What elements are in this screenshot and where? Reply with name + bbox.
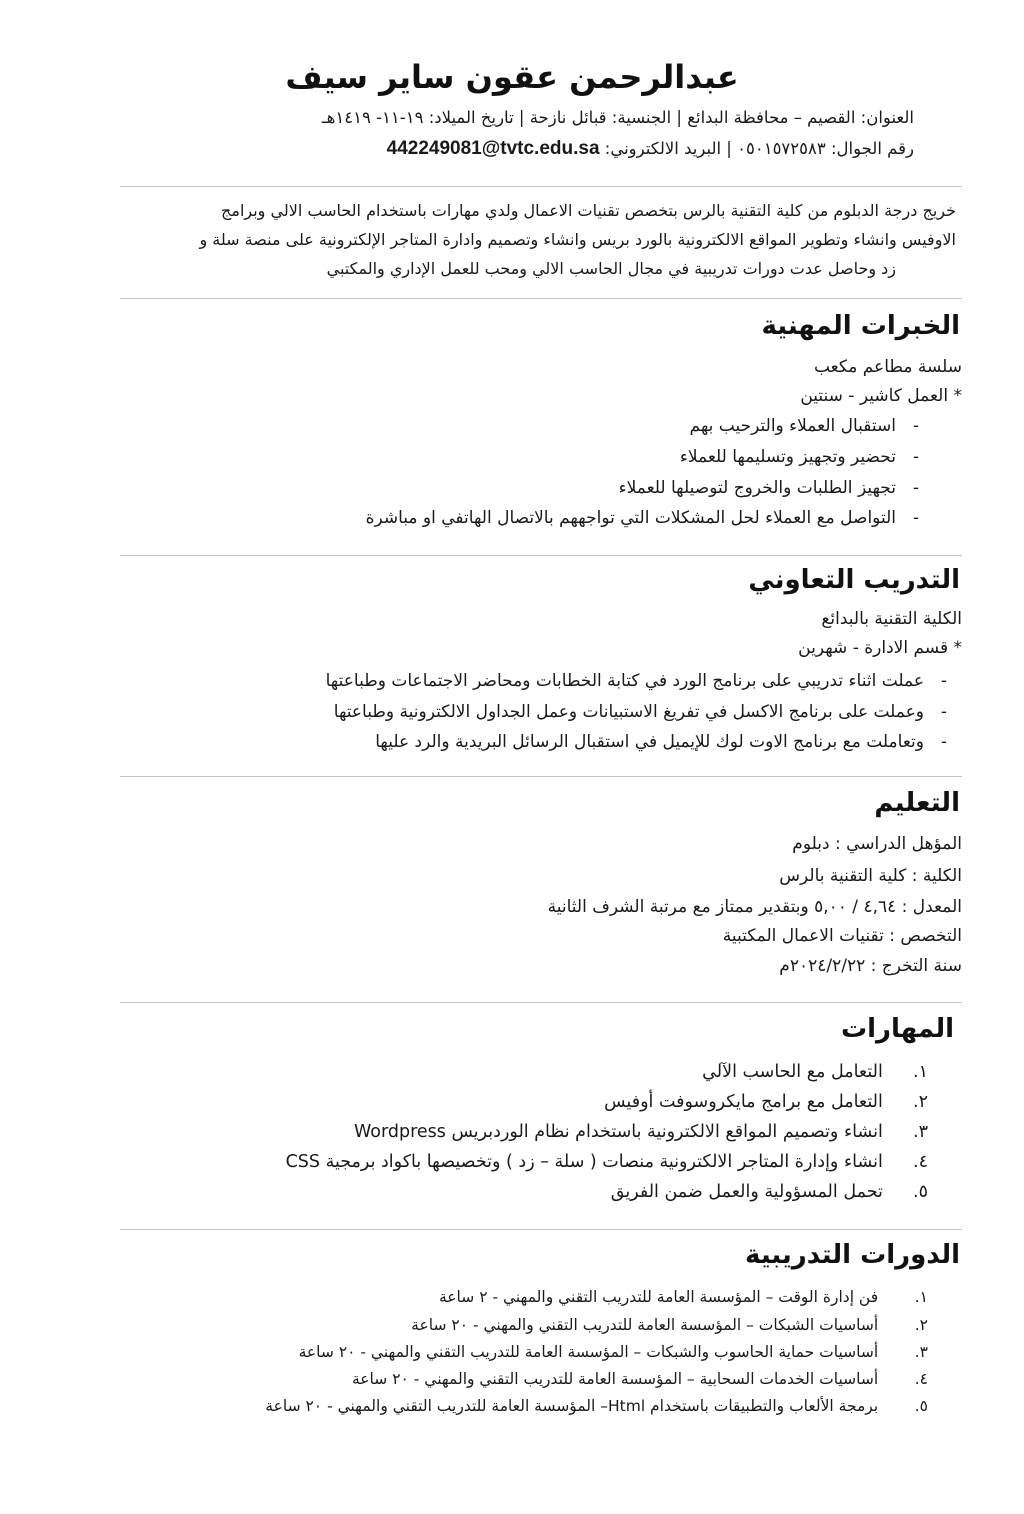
education-line: المعدل : ٤,٦٤ / ٥,٠٠ وبتقدير ممتاز مع مرتبة الشرف الثانية bbox=[547, 897, 962, 917]
email-link[interactable]: 442249081@tvtc.edu.sa bbox=[386, 138, 600, 159]
summary-line: خريج درجة الدبلوم من كلية التقنية بالرس بتخصص تقنيات الاعمال ولدي مهارات باستخدام الحاسب الالي وبرامج bbox=[221, 201, 956, 220]
job-role: * العمل كاشير - سنتين bbox=[800, 386, 962, 406]
list-item: -التواصل مع العملاء لحل المشكلات التي تواجههم بالاتصال الهاتفي او مباشرة bbox=[365, 508, 920, 528]
candidate-name: عبدالرحمن عقون ساير سيف bbox=[285, 58, 739, 96]
course-item: ١. فن إدارة الوقت – المؤسسة العامة للتدريب التقني والمهني - ٢ ساعة bbox=[438, 1288, 928, 1306]
divider bbox=[120, 555, 962, 556]
list-item: -وتعاملت مع برنامج الاوت لوك للإيميل في استقبال الرسائل البريدية والرد عليها bbox=[375, 732, 948, 752]
course-item: ٥. برمجة الألعاب والتطبيقات باستخدام Html– المؤسسة العامة للتدريب التقني والمهني - ٢٠ ساعة bbox=[265, 1397, 928, 1415]
summary-line: زد وحاصل عدت دورات تدريبية في مجال الحاسب الالي ومحب للعمل الإداري والمكتبي bbox=[326, 259, 896, 278]
address-line: العنوان: القصيم – محافظة البدائع | الجنسية: قبائل نازحة | تاريخ الميلاد: ١٩-١١- ١٤١٩هـ bbox=[321, 108, 914, 127]
summary bbox=[126, 196, 956, 283]
divider bbox=[120, 1002, 962, 1003]
divider bbox=[120, 186, 962, 187]
skills-title: المهارات bbox=[840, 1014, 954, 1044]
courses-title: الدورات التدريبية bbox=[745, 1240, 960, 1270]
education-title: التعليم bbox=[874, 788, 960, 818]
list-item: -استقبال العملاء والترحيب بهم bbox=[689, 416, 920, 436]
education-line: الكلية : كلية التقنية بالرس bbox=[779, 866, 962, 886]
skill-item: ١. التعامل مع الحاسب الآلي bbox=[702, 1062, 928, 1082]
list-item: -تجهيز الطلبات والخروج لتوصيلها للعملاء bbox=[618, 478, 920, 498]
divider bbox=[120, 1229, 962, 1230]
experience-title: الخبرات المهنية bbox=[761, 311, 960, 341]
training-place: الكلية التقنية بالبدائع bbox=[821, 609, 962, 629]
course-item: ٣. أساسيات حماية الحاسوب والشبكات – المؤسسة العامة للتدريب التقني والمهني - ٢٠ ساعة bbox=[298, 1343, 928, 1361]
skill-item: ٤. انشاء وإدارة المتاجر الالكترونية منصات ( سلة – زد ) وتخصيصها باكواد برمجية CSS bbox=[285, 1152, 928, 1172]
course-item: ٢. أساسيات الشبكات – المؤسسة العامة للتدريب التقني والمهني - ٢٠ ساعة bbox=[411, 1316, 928, 1334]
education-line: المؤهل الدراسي : دبلوم bbox=[792, 834, 962, 854]
phone-label: رقم الجوال: ٠٥٠١٥٧٢٥٨٣ | البريد الالكتروني: bbox=[604, 139, 914, 158]
education-line: التخصص : تقنيات الاعمال المكتبية bbox=[722, 926, 962, 946]
summary-line: الاوفيس وانشاء وتطوير المواقع الالكترونية بالورد بريس وانشاء وتصميم وادارة المتاجر الإلكترونية على منصة سلة و bbox=[199, 230, 956, 249]
skill-item: ٣. انشاء وتصميم المواقع الالكترونية باستخدام نظام الوردبريس Wordpress bbox=[354, 1122, 928, 1142]
divider bbox=[120, 298, 962, 299]
skill-item: ٥. تحمل المسؤولية والعمل ضمن الفريق bbox=[610, 1182, 928, 1202]
list-item: -وعملت على برنامج الاكسل في تفريغ الاستبيانات وعمل الجداول الالكترونية وطباعتها bbox=[333, 702, 948, 722]
employer: سلسة مطاعم مكعب bbox=[813, 357, 962, 377]
training-title: التدريب التعاوني bbox=[748, 565, 960, 595]
contact-line bbox=[387, 138, 914, 160]
training-dept: * قسم الادارة - شهرين bbox=[798, 638, 962, 658]
course-item: ٤. أساسيات الخدمات السحابية – المؤسسة العامة للتدريب التقني والمهني - ٢٠ ساعة bbox=[351, 1370, 928, 1388]
divider bbox=[120, 776, 962, 777]
list-item: -عملت اثناء تدريبي على برنامج الورد في كتابة الخطابات ومحاضر الاجتماعات وطباعتها bbox=[325, 671, 948, 691]
list-item: -تحضير وتجهيز وتسليمها للعملاء bbox=[679, 447, 920, 467]
skill-item: ٢. التعامل مع برامج مايكروسوفت أوفيس bbox=[604, 1092, 928, 1112]
education-line: سنة التخرج : ٢٠٢٤/٢/٢٢م bbox=[779, 956, 962, 976]
